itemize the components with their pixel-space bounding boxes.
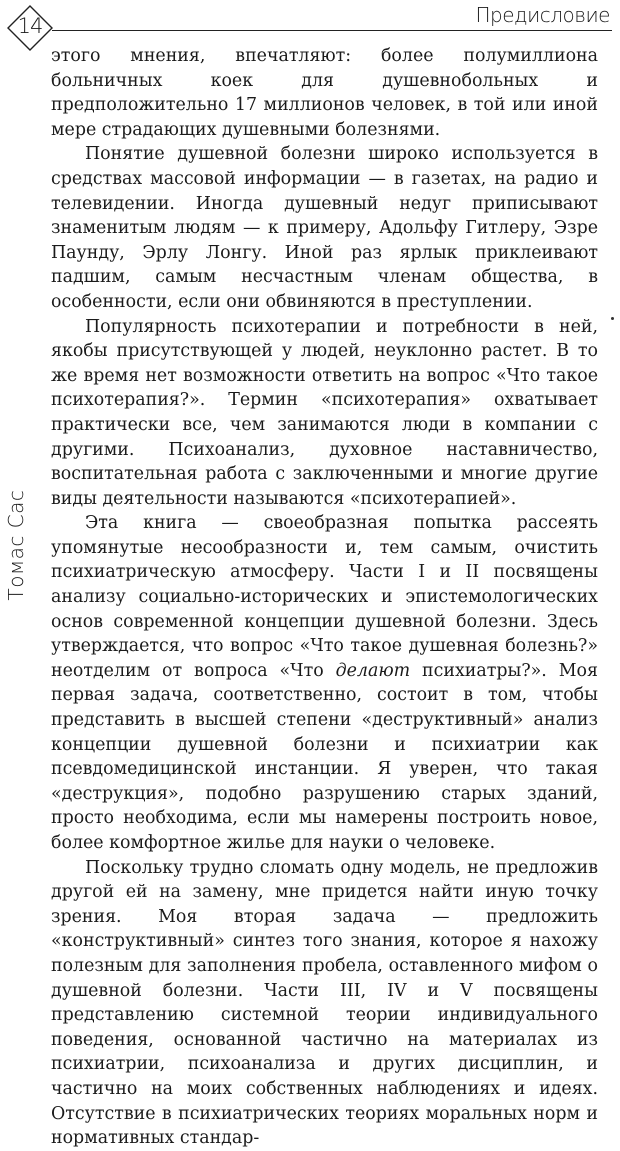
author-name: Томас Сас: [4, 489, 28, 601]
paragraph-second-task: Поскольку трудно сломать одну модель, не предложив другой ей на замену, мне придется найти иную точку зрения. Моя вторая задача — предложить «конструктивный» синтез того знания, которое я нахожу полезным для заполнения пробела, оставленного мифом о душевной болезни. Части III, IV и V посвящены представлению системной теории индивидуального поведения, основанной частично на материалах из психиатрии, психоанализа и других дисциплин, и частично на моих собственных наблюдениях и идеях. Отсутствие в психиатрических теориях моральных норм и нормативных стандар-: [51, 857, 598, 1149]
paragraph-mass-media: Понятие душевной болезни широко используется в средствах массовой информации — в газетах, на радио и телевидении. Иногда душевный недуг приписывают знаменитым людям — к примеру, Адольфу Гитлеру, Эзре Паунду, Эрлу Лонгу. Иной раз ярлык приклеивают падшим, самым несчастным членам общества, в особенности, если они обвиняются в преступлении.: [51, 144, 598, 312]
paragraph-book-attempt-lead: Эта книга — своеобразная попытка рассеять упомянутые несообразности и, тем самым, очистить психиатрическую атмосферу. Части I и II посвящены анализу социально-исторических и эпистемологических основ современной концепции душевной болезни. Здесь утверждается, что вопрос «Что такое душевная болезнь?» неотделим от вопроса «Что: [51, 513, 598, 681]
running-title: Предисловие: [475, 3, 610, 27]
paragraph-book-attempt: [51, 511, 598, 855]
header-rule: [52, 30, 612, 31]
page-number: 14: [17, 14, 43, 38]
page-number-badge: [6, 4, 54, 52]
paragraph-first-task: Моя первая задача, соответственно, состоит в том, чтобы представить в высшей степени «деструктивный» анализ концепции душевной болезни и психиатрии как псевдомедицинской инстанции. Я уверен, что такая «деструкция», подобно разрушению старых зданий, просто необходима, если мы намерены построить новое, более комфортное жилье для науки о человеке.: [51, 660, 598, 853]
paragraph-book-attempt-tail: психиатры?».: [410, 660, 547, 681]
stray-mark: [611, 317, 614, 320]
emphasis-text: делают: [335, 660, 411, 681]
page-header: [0, 0, 620, 48]
side-author-label: [2, 490, 30, 600]
paragraph-psychotherapy: Популярность психотерапии и потребности в ней, якобы присутствующей у людей, неуклонно растет. В то же время нет возможности ответить на вопрос «Что такое психотерапия?». Термин «психотерапия» охватывает практически все, чем занимаются люди в компании с другими. Психоанализ, духовное наставничество, воспитательная работа с заключенными и многие другие виды деятельности называются «психотерапией».: [51, 316, 598, 509]
body-text: [51, 44, 598, 1151]
paragraph-continued: этого мнения, впечатляют: более полумиллиона больничных коек для душевнобольных и предположительно 17 миллионов человек, в той или иной мере страдающих душевными болезнями.: [51, 46, 598, 140]
